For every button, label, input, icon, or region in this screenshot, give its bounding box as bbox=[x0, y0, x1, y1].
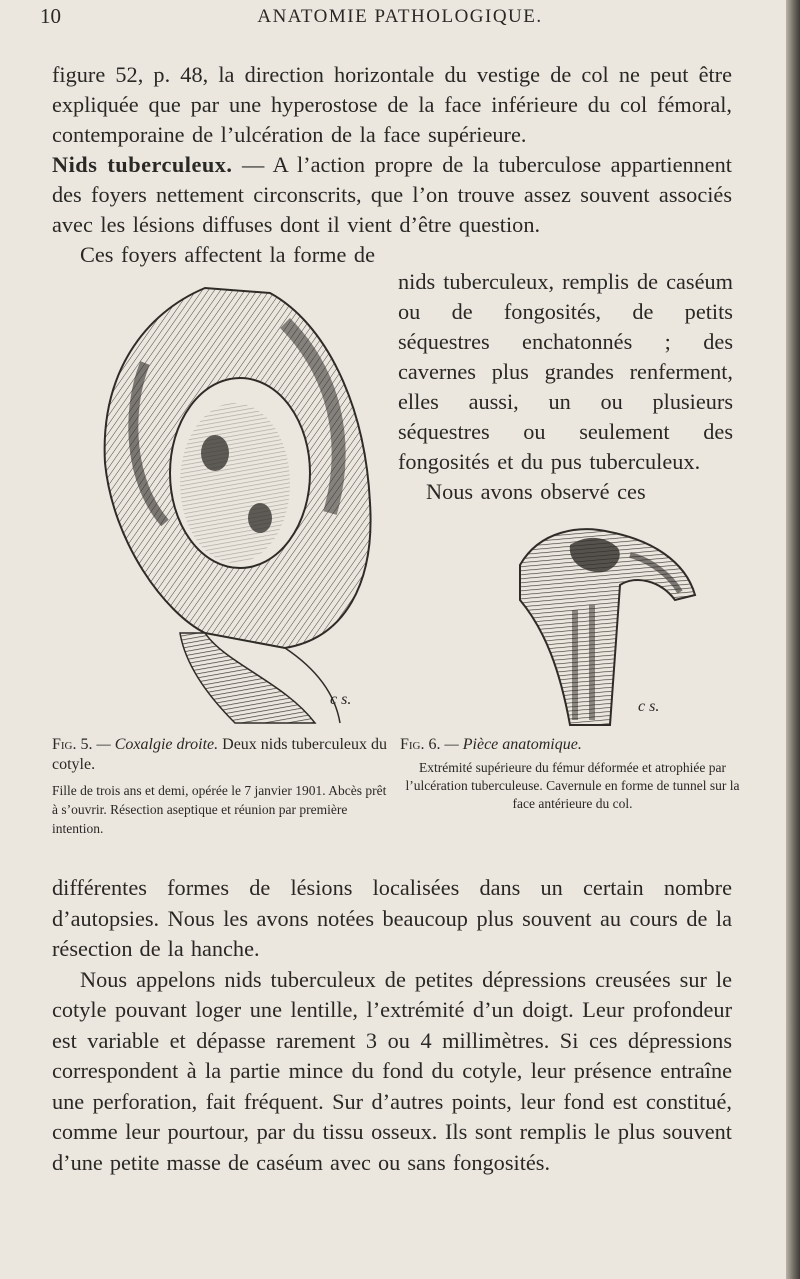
fig5-title-rest: Deux nids tuberculeux du cotyle. bbox=[52, 736, 387, 773]
figure-5-illustration bbox=[85, 283, 385, 733]
side-text-block bbox=[398, 267, 733, 507]
figure-6-illustration bbox=[500, 520, 710, 735]
figure-5-caption bbox=[52, 735, 387, 838]
fig5-title bbox=[52, 735, 387, 775]
fig6-title bbox=[400, 735, 745, 755]
femur-engraving bbox=[500, 520, 710, 730]
page-number: 10 bbox=[40, 4, 61, 28]
running-head: ANATOMIE PATHOLOGIQUE. bbox=[257, 6, 543, 27]
paragraph-1: figure 52, p. 48, la direction horizontale du vestige de col ne peut être expliquée que par une hyperostose de la face inférieure du col fémoral, contemporaine de l’ulcération de la face supérieure. bbox=[52, 62, 732, 147]
paragraph-2-text: — A l’action propre de la tuberculose appartiennent des foyers nettement circonscrits, que l’on trouve assez souvent associés avec les lésions diffuses dont il vient d’être question. bbox=[52, 152, 733, 237]
fig5-label: Fig. 5. bbox=[52, 736, 93, 753]
section-heading: Nids tuberculeux. bbox=[52, 152, 233, 177]
fig5-detail: Fille de trois ans et demi, opérée le 7 janvier 1901. Abcès prêt à s’ouvrir. Résection aseptique et réunion par première intention. bbox=[52, 783, 387, 836]
top-text-block bbox=[52, 60, 732, 270]
fig6-title-italic: — Pièce anatomique. bbox=[440, 736, 582, 753]
fig5-mark: c s. bbox=[330, 691, 352, 708]
paragraph-2 bbox=[52, 150, 732, 240]
paragraph-4-continued: différentes formes de lésions localisées dans un certain nombre d’autopsies. Nous les avons notées beaucoup plus souvent au cours de la résection de la hanche. bbox=[52, 875, 732, 961]
paragraph-4-start: Nous avons observé ces bbox=[426, 479, 646, 504]
fig5-title-italic: — Coxalgie droite. bbox=[92, 736, 219, 753]
fig6-mark: c s. bbox=[638, 698, 660, 715]
paragraph-3-continued: nids tuberculeux, remplis de caséum ou de fongosités, de petits séquestres enchatonnés ; des cavernes plus grandes renferment, elles aussi, un ou plusieurs séquestres ou seulement des fongosités et du pus tuberculeux. bbox=[398, 269, 733, 474]
paragraph-5: Nous appelons nids tuberculeux de petites dépressions creusées sur le cotyle pouvant loger une lentille, l’extrémité d’un doigt. Leur profondeur est variable et dépasse rarement 3 ou 4 millimètres. Si ces dépressions correspondent à la partie mince du fond du cotyle, leur présence entraîne une perforation, fait fréquent. Sur d’autres points, leur fond est constitué, comme leur pourtour, par du tissu osseux. Ils sont remplis le plus souvent d’une petite masse de caséum avec ou sans fongosités. bbox=[52, 966, 732, 1175]
figure-6-caption bbox=[400, 735, 745, 813]
bottom-text-block bbox=[52, 873, 732, 1178]
paragraph-3-start: Ces foyers affectent la forme de bbox=[80, 242, 375, 267]
acetabulum-engraving bbox=[85, 283, 385, 728]
fig6-detail: Extrémité supérieure du fémur déformée et atrophiée par l’ulcération tuberculeuse. Cavernule en forme de tunnel sur la face antérieure du col. bbox=[405, 760, 740, 811]
fig6-label: Fig. 6. bbox=[400, 736, 441, 753]
page-edge-shadow bbox=[786, 0, 800, 1279]
